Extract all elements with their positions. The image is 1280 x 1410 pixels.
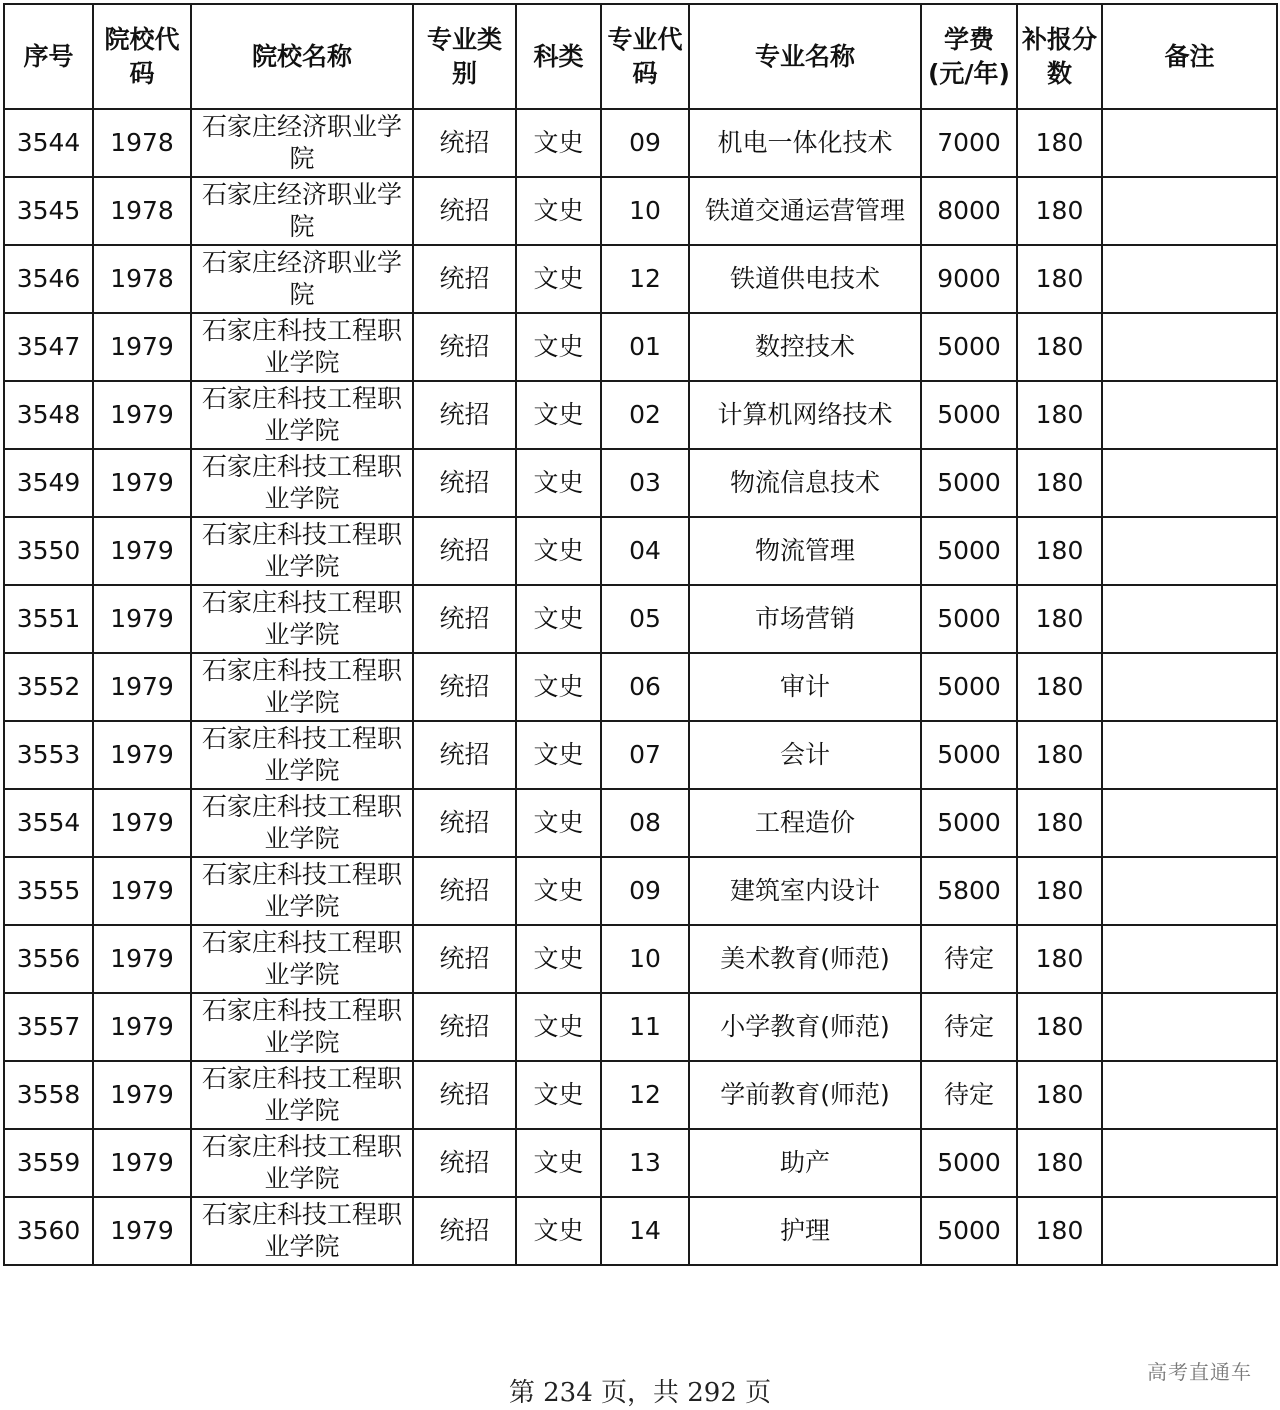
cell-major-code: 14 — [601, 1197, 689, 1265]
cell-school-code: 1978 — [93, 109, 191, 177]
table-row — [4, 381, 1277, 449]
cell-index: 3551 — [4, 585, 93, 653]
cell-subject-type: 文史 — [516, 585, 601, 653]
header-major-type: 专业类别 — [413, 4, 516, 109]
cell-major-name: 物流信息技术 — [689, 449, 921, 517]
cell-tuition: 5000 — [921, 653, 1017, 721]
cell-subject-type: 文史 — [516, 1197, 601, 1265]
cell-subject-type: 文史 — [516, 1061, 601, 1129]
cell-major-code: 13 — [601, 1129, 689, 1197]
table-row — [4, 313, 1277, 381]
cell-remarks — [1102, 109, 1277, 177]
cell-subject-type: 文史 — [516, 1129, 601, 1197]
cell-score: 180 — [1017, 1197, 1102, 1265]
header-score: 补报分数 — [1017, 4, 1102, 109]
cell-remarks — [1102, 1129, 1277, 1197]
cell-remarks — [1102, 653, 1277, 721]
cell-index: 3560 — [4, 1197, 93, 1265]
cell-score: 180 — [1017, 721, 1102, 789]
cell-index: 3556 — [4, 925, 93, 993]
cell-school-name: 石家庄科技工程职业学院 — [191, 1197, 413, 1265]
table-row — [4, 177, 1277, 245]
cell-subject-type: 文史 — [516, 925, 601, 993]
header-row — [4, 4, 1277, 109]
cell-subject-type: 文史 — [516, 313, 601, 381]
cell-major-type: 统招 — [413, 517, 516, 585]
cell-subject-type: 文史 — [516, 449, 601, 517]
cell-school-name: 石家庄科技工程职业学院 — [191, 857, 413, 925]
cell-major-name: 机电一体化技术 — [689, 109, 921, 177]
cell-tuition: 待定 — [921, 1061, 1017, 1129]
cell-school-code: 1979 — [93, 1061, 191, 1129]
cell-major-code: 03 — [601, 449, 689, 517]
cell-score: 180 — [1017, 789, 1102, 857]
cell-major-name: 会计 — [689, 721, 921, 789]
page-number: 第 234 页，共 292 页 — [508, 1378, 772, 1408]
cell-major-name: 助产 — [689, 1129, 921, 1197]
cell-subject-type: 文史 — [516, 993, 601, 1061]
table-row — [4, 993, 1277, 1061]
header-major-code: 专业代码 — [601, 4, 689, 109]
cell-tuition: 待定 — [921, 993, 1017, 1061]
table-row — [4, 109, 1277, 177]
header-remarks: 备注 — [1102, 4, 1277, 109]
cell-major-type: 统招 — [413, 585, 516, 653]
cell-school-code: 1979 — [93, 449, 191, 517]
cell-remarks — [1102, 993, 1277, 1061]
cell-tuition: 5000 — [921, 721, 1017, 789]
cell-index: 3552 — [4, 653, 93, 721]
cell-subject-type: 文史 — [516, 177, 601, 245]
table-row — [4, 449, 1277, 517]
cell-index: 3549 — [4, 449, 93, 517]
cell-school-name: 石家庄科技工程职业学院 — [191, 585, 413, 653]
cell-major-name: 工程造价 — [689, 789, 921, 857]
cell-school-code: 1979 — [93, 993, 191, 1061]
cell-score: 180 — [1017, 381, 1102, 449]
cell-subject-type: 文史 — [516, 721, 601, 789]
cell-school-code: 1979 — [93, 925, 191, 993]
cell-school-name: 石家庄科技工程职业学院 — [191, 653, 413, 721]
cell-index: 3558 — [4, 1061, 93, 1129]
cell-major-code: 04 — [601, 517, 689, 585]
cell-tuition: 7000 — [921, 109, 1017, 177]
table-row — [4, 721, 1277, 789]
header-tuition: 学费(元/年) — [921, 4, 1017, 109]
cell-school-code: 1979 — [93, 857, 191, 925]
cell-major-code: 09 — [601, 109, 689, 177]
cell-major-code: 07 — [601, 721, 689, 789]
cell-school-code: 1979 — [93, 585, 191, 653]
cell-school-code: 1979 — [93, 789, 191, 857]
cell-major-type: 统招 — [413, 1129, 516, 1197]
cell-tuition: 待定 — [921, 925, 1017, 993]
admissions-table — [3, 3, 1278, 1266]
cell-major-type: 统招 — [413, 721, 516, 789]
cell-index: 3546 — [4, 245, 93, 313]
cell-remarks — [1102, 177, 1277, 245]
cell-school-code: 1979 — [93, 381, 191, 449]
cell-major-name: 铁道供电技术 — [689, 245, 921, 313]
cell-major-name: 美术教育(师范) — [689, 925, 921, 993]
table-body — [4, 109, 1277, 1265]
cell-score: 180 — [1017, 1129, 1102, 1197]
cell-remarks — [1102, 721, 1277, 789]
cell-major-code: 12 — [601, 245, 689, 313]
cell-tuition: 5000 — [921, 381, 1017, 449]
cell-major-code: 05 — [601, 585, 689, 653]
cell-index: 3544 — [4, 109, 93, 177]
cell-major-type: 统招 — [413, 1197, 516, 1265]
cell-school-name: 石家庄经济职业学院 — [191, 245, 413, 313]
cell-major-name: 铁道交通运营管理 — [689, 177, 921, 245]
cell-score: 180 — [1017, 245, 1102, 313]
cell-major-code: 08 — [601, 789, 689, 857]
cell-major-name: 小学教育(师范) — [689, 993, 921, 1061]
table-row — [4, 925, 1277, 993]
cell-school-code: 1979 — [93, 1129, 191, 1197]
table-row — [4, 653, 1277, 721]
cell-school-name: 石家庄科技工程职业学院 — [191, 313, 413, 381]
cell-major-name: 数控技术 — [689, 313, 921, 381]
cell-school-name: 石家庄科技工程职业学院 — [191, 381, 413, 449]
cell-subject-type: 文史 — [516, 381, 601, 449]
cell-subject-type: 文史 — [516, 245, 601, 313]
cell-major-name: 学前教育(师范) — [689, 1061, 921, 1129]
cell-major-code: 12 — [601, 1061, 689, 1129]
cell-index: 3550 — [4, 517, 93, 585]
cell-major-code: 01 — [601, 313, 689, 381]
cell-school-code: 1978 — [93, 245, 191, 313]
cell-remarks — [1102, 517, 1277, 585]
cell-score: 180 — [1017, 517, 1102, 585]
header-school-code: 院校代码 — [93, 4, 191, 109]
cell-tuition: 8000 — [921, 177, 1017, 245]
cell-score: 180 — [1017, 177, 1102, 245]
cell-subject-type: 文史 — [516, 653, 601, 721]
cell-school-name: 石家庄科技工程职业学院 — [191, 721, 413, 789]
cell-index: 3559 — [4, 1129, 93, 1197]
cell-tuition: 9000 — [921, 245, 1017, 313]
watermark: 高考直通车 — [1147, 1360, 1252, 1384]
header-subject-type: 科类 — [516, 4, 601, 109]
cell-tuition: 5800 — [921, 857, 1017, 925]
cell-tuition: 5000 — [921, 517, 1017, 585]
cell-score: 180 — [1017, 857, 1102, 925]
cell-remarks — [1102, 789, 1277, 857]
cell-index: 3555 — [4, 857, 93, 925]
cell-school-name: 石家庄科技工程职业学院 — [191, 789, 413, 857]
table-row — [4, 245, 1277, 313]
cell-index: 3548 — [4, 381, 93, 449]
cell-score: 180 — [1017, 653, 1102, 721]
cell-major-type: 统招 — [413, 381, 516, 449]
cell-major-type: 统招 — [413, 789, 516, 857]
cell-major-type: 统招 — [413, 857, 516, 925]
cell-subject-type: 文史 — [516, 857, 601, 925]
cell-school-code: 1979 — [93, 517, 191, 585]
cell-school-code: 1978 — [93, 177, 191, 245]
cell-subject-type: 文史 — [516, 517, 601, 585]
cell-tuition: 5000 — [921, 449, 1017, 517]
header-index: 序号 — [4, 4, 93, 109]
cell-major-type: 统招 — [413, 925, 516, 993]
cell-remarks — [1102, 1197, 1277, 1265]
cell-tuition: 5000 — [921, 1197, 1017, 1265]
cell-major-name: 审计 — [689, 653, 921, 721]
header-school-name: 院校名称 — [191, 4, 413, 109]
cell-score: 180 — [1017, 449, 1102, 517]
cell-major-type: 统招 — [413, 177, 516, 245]
cell-major-name: 护理 — [689, 1197, 921, 1265]
cell-school-name: 石家庄科技工程职业学院 — [191, 925, 413, 993]
cell-major-name: 计算机网络技术 — [689, 381, 921, 449]
cell-score: 180 — [1017, 993, 1102, 1061]
cell-remarks — [1102, 245, 1277, 313]
cell-remarks — [1102, 925, 1277, 993]
cell-major-code: 10 — [601, 925, 689, 993]
table-row — [4, 585, 1277, 653]
cell-remarks — [1102, 585, 1277, 653]
cell-major-type: 统招 — [413, 313, 516, 381]
cell-major-name: 建筑室内设计 — [689, 857, 921, 925]
cell-school-code: 1979 — [93, 1197, 191, 1265]
cell-school-name: 石家庄科技工程职业学院 — [191, 1061, 413, 1129]
cell-tuition: 5000 — [921, 1129, 1017, 1197]
cell-remarks — [1102, 857, 1277, 925]
table-row — [4, 789, 1277, 857]
cell-index: 3554 — [4, 789, 93, 857]
cell-school-name: 石家庄科技工程职业学院 — [191, 449, 413, 517]
table-row — [4, 1129, 1277, 1197]
cell-index: 3545 — [4, 177, 93, 245]
cell-major-name: 市场营销 — [689, 585, 921, 653]
cell-remarks — [1102, 1061, 1277, 1129]
cell-major-type: 统招 — [413, 653, 516, 721]
cell-remarks — [1102, 449, 1277, 517]
cell-score: 180 — [1017, 585, 1102, 653]
cell-school-code: 1979 — [93, 653, 191, 721]
cell-major-name: 物流管理 — [689, 517, 921, 585]
cell-major-code: 06 — [601, 653, 689, 721]
cell-subject-type: 文史 — [516, 789, 601, 857]
cell-index: 3557 — [4, 993, 93, 1061]
table-row — [4, 517, 1277, 585]
cell-major-type: 统招 — [413, 993, 516, 1061]
cell-remarks — [1102, 381, 1277, 449]
cell-school-code: 1979 — [93, 721, 191, 789]
table-row — [4, 857, 1277, 925]
cell-major-code: 02 — [601, 381, 689, 449]
cell-tuition: 5000 — [921, 313, 1017, 381]
cell-major-code: 09 — [601, 857, 689, 925]
header-major-name: 专业名称 — [689, 4, 921, 109]
cell-school-name: 石家庄科技工程职业学院 — [191, 993, 413, 1061]
cell-school-name: 石家庄科技工程职业学院 — [191, 1129, 413, 1197]
cell-remarks — [1102, 313, 1277, 381]
cell-score: 180 — [1017, 925, 1102, 993]
cell-tuition: 5000 — [921, 789, 1017, 857]
table-row — [4, 1061, 1277, 1129]
cell-index: 3553 — [4, 721, 93, 789]
cell-major-type: 统招 — [413, 245, 516, 313]
cell-score: 180 — [1017, 1061, 1102, 1129]
cell-major-code: 11 — [601, 993, 689, 1061]
cell-score: 180 — [1017, 313, 1102, 381]
cell-school-name: 石家庄经济职业学院 — [191, 177, 413, 245]
cell-major-type: 统招 — [413, 449, 516, 517]
cell-tuition: 5000 — [921, 585, 1017, 653]
cell-school-code: 1979 — [93, 313, 191, 381]
cell-major-type: 统招 — [413, 109, 516, 177]
cell-major-code: 10 — [601, 177, 689, 245]
cell-major-type: 统招 — [413, 1061, 516, 1129]
cell-score: 180 — [1017, 109, 1102, 177]
cell-subject-type: 文史 — [516, 109, 601, 177]
cell-school-name: 石家庄经济职业学院 — [191, 109, 413, 177]
cell-school-name: 石家庄科技工程职业学院 — [191, 517, 413, 585]
cell-index: 3547 — [4, 313, 93, 381]
table-row — [4, 1197, 1277, 1265]
